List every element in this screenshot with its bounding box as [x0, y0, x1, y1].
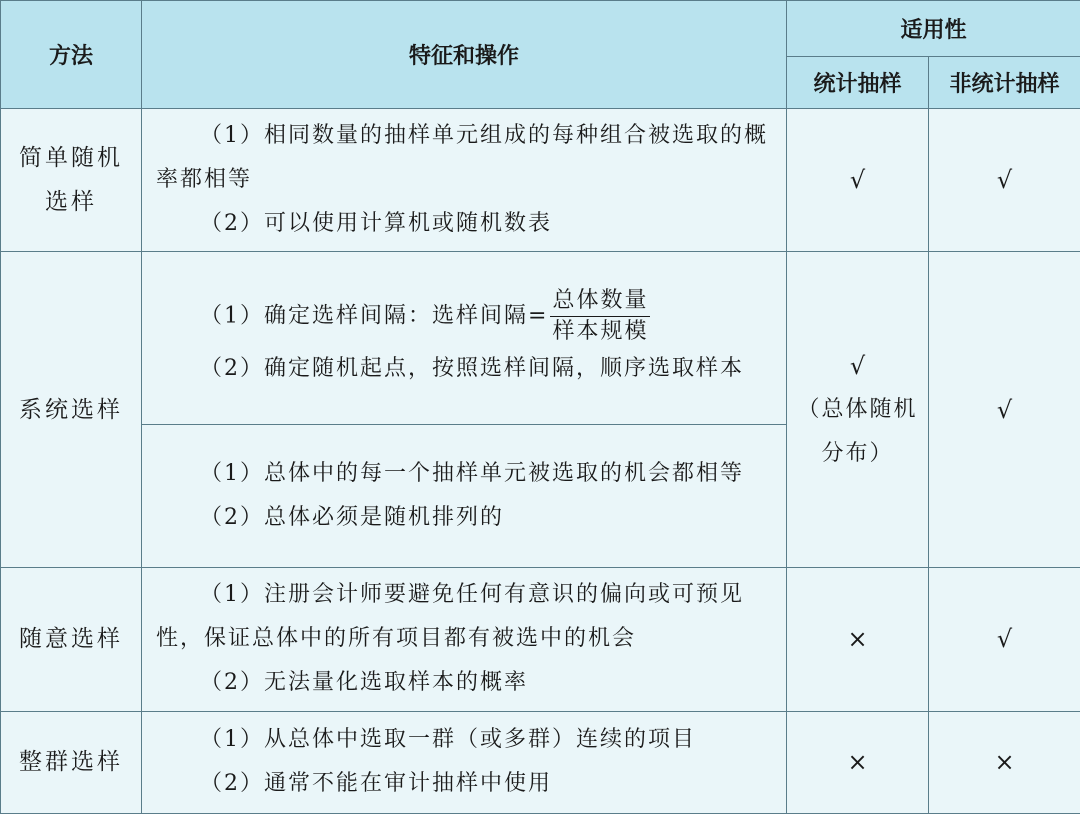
feature-cell — [142, 711, 787, 814]
header-method: 方法 — [1, 1, 142, 109]
non-statistical-mark: √ — [929, 252, 1080, 568]
table-row — [1, 568, 1080, 711]
header-features: 特征和操作 — [142, 1, 787, 109]
feature-item — [156, 286, 780, 347]
feature-item: （2）可以使用计算机或随机数表 — [200, 211, 552, 236]
interval-fraction — [550, 286, 650, 347]
fraction-denominator: 样本规模 — [552, 318, 649, 344]
feature-cell — [142, 568, 787, 711]
feature-item: （2）通常不能在审计抽样中使用 — [200, 771, 552, 797]
feature-item: （2）无法量化选取样本的概率 — [200, 670, 528, 696]
table-row — [1, 252, 1080, 425]
statistical-mark-cell — [787, 252, 929, 568]
statistical-mark: √ — [787, 109, 929, 252]
non-statistical-mark: √ — [929, 109, 1080, 252]
method-name: 随意选样 — [1, 568, 142, 711]
method-name: 系统选样 — [1, 252, 142, 568]
non-statistical-mark: √ — [929, 568, 1080, 711]
statistical-mark: × — [787, 711, 929, 814]
feature-item: （1）从总体中选取一群（或多群）连续的项目 — [200, 727, 696, 753]
table-row — [1, 109, 1080, 252]
header-applicability: 适用性 — [787, 1, 1080, 57]
method-name: 整群选样 — [1, 711, 142, 814]
feature-cell — [142, 252, 787, 425]
statistical-mark: × — [787, 568, 929, 711]
feature-item: （1）注册会计师要避免任何有意识的偏向或可预见性，保证总体中的所有项目都有被选中的机会 — [156, 582, 744, 652]
feature-item: （2）总体必须是随机排列的 — [200, 505, 504, 531]
statistical-note: （总体随机分布） — [797, 396, 918, 466]
table-row — [1, 711, 1080, 814]
fraction-numerator: 总体数量 — [550, 286, 650, 317]
feature-cell — [142, 425, 787, 568]
header-statistical: 统计抽样 — [787, 57, 929, 109]
non-statistical-mark: × — [929, 711, 1080, 814]
feature-item: （1）总体中的每一个抽样单元被选取的机会都相等 — [200, 461, 744, 487]
feature-cell — [142, 109, 787, 252]
feature-item: （1）相同数量的抽样单元组成的每种组合被选取的概率都相等 — [156, 123, 768, 192]
method-name: 简单随机选样 — [1, 109, 142, 252]
feature-item: （2）确定随机起点，按照选样间隔，顺序选取样本 — [200, 355, 744, 381]
interval-formula-label: （1）确定选样间隔：选样间隔= — [200, 303, 549, 329]
statistical-mark: √ — [849, 351, 866, 380]
header-non-statistical: 非统计抽样 — [929, 57, 1080, 109]
